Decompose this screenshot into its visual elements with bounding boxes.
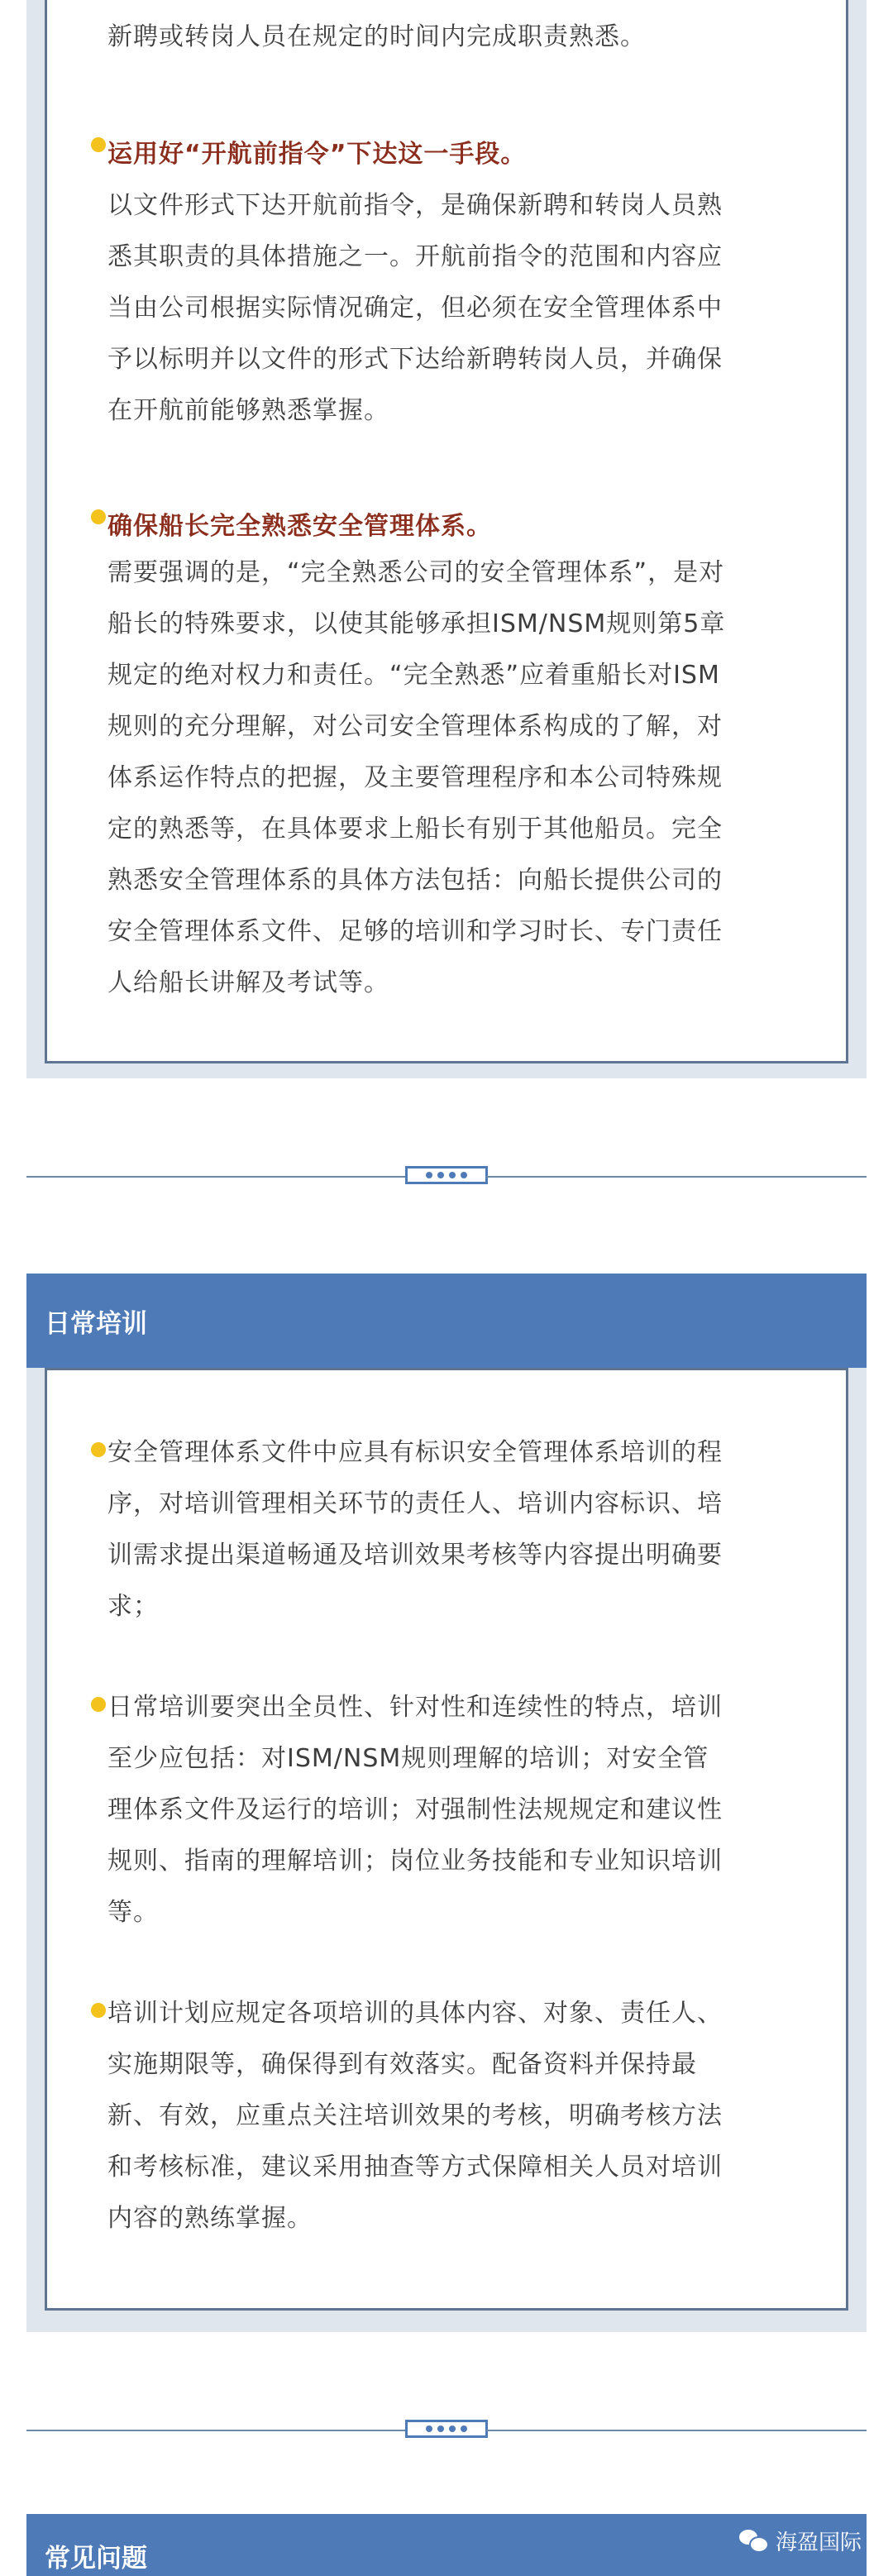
item-headline: 运用好“开航前指令”下达这一手段。 — [107, 140, 527, 169]
item-line: 等。 — [107, 1898, 159, 1927]
item-line: 定的熟悉等，在具体要求上船长有别于其他船员。完全 — [107, 815, 723, 844]
section-title-text: 日常培训 — [45, 1308, 147, 1339]
item-line: 求； — [107, 1592, 159, 1621]
item-line: 悉其职责的具体措施之一。开航前指令的范围和内容应 — [107, 242, 723, 271]
item-line: 体系运作特点的把握，及主要管理程序和本公司特殊规 — [107, 763, 723, 792]
item-headline: 确保船长完全熟悉安全管理体系。 — [107, 512, 492, 541]
item-line: 实施期限等，确保得到有效落实。配备资料并保持最 — [107, 2050, 697, 2079]
item-line: 训需求提出渠道畅通及培训效果考核等内容提出明确要 — [107, 1541, 723, 1570]
item-line: 培训计划应规定各项培训的具体内容、对象、责任人、 — [107, 1999, 723, 2028]
item-line: 规则的充分理解，对公司安全管理体系构成的了解，对 — [107, 712, 723, 741]
item-line: 人给船长讲解及考试等。 — [107, 968, 389, 997]
bullet-icon — [91, 2003, 106, 2018]
divider-ornament-icon — [405, 2420, 488, 2438]
item-line: 在开航前能够熟悉掌握。 — [107, 396, 389, 425]
item-line: 熟悉安全管理体系的具体方法包括：向船长提供公司的 — [107, 866, 723, 895]
section-title-text: 常见问题 — [45, 2544, 147, 2574]
bullet-icon — [91, 137, 106, 152]
item-line: 予以标明并以文件的形式下达给新聘转岗人员，并确保 — [107, 345, 723, 374]
item-line: 和考核标准，建议采用抽查等方式保障相关人员对培训 — [107, 2153, 723, 2182]
bullet-icon — [91, 509, 106, 524]
item-line: 规定的绝对权力和责任。“完全熟悉”应着重船长对ISM — [107, 661, 720, 690]
bullet-icon — [91, 1442, 106, 1457]
item-line: 内容的熟练掌握。 — [107, 2204, 313, 2233]
wechat-icon — [739, 2530, 767, 2553]
item-line: 新、有效，应重点关注培训效果的考核，明确考核方法 — [107, 2101, 723, 2130]
item-line: 当由公司根据实际情况确定，但必须在安全管理体系中 — [107, 294, 723, 323]
item-line: 日常培训要突出全员性、针对性和连续性的特点，培训 — [107, 1693, 723, 1722]
section-divider — [26, 1164, 867, 1189]
item-line: 安全管理体系文件、足够的培训和学习时长、专门责任 — [107, 917, 723, 946]
bullet-icon — [91, 1697, 106, 1712]
divider-ornament-icon — [405, 1166, 488, 1184]
item-line: 安全管理体系文件中应具有标识安全管理体系培训的程 — [107, 1438, 723, 1467]
item-line: 规则、指南的理解培训；岗位业务技能和专业知识培训 — [107, 1847, 723, 1876]
item-line: 船长的特殊要求，以使其能够承担ISM/NSM规则第5章 — [107, 609, 726, 638]
item-line: 理体系文件及运行的培训；对强制性法规规定和建议性 — [107, 1795, 723, 1824]
item-line: 需要强调的是，“完全熟悉公司的安全管理体系”，是对 — [107, 558, 725, 587]
item-line: 序，对培训管理相关环节的责任人、培训内容标识、培 — [107, 1489, 723, 1518]
item-line: 以文件形式下达开航前指令，是确保新聘和转岗人员熟 — [107, 191, 723, 220]
intro-line: 新聘或转岗人员在规定的时间内完成职责熟悉。 — [107, 22, 646, 51]
section-title-daily-training — [26, 1274, 867, 1368]
section-divider — [26, 2418, 867, 2443]
watermark — [739, 2526, 862, 2556]
watermark-text: 海盈国际 — [775, 2531, 862, 2555]
item-line: 至少应包括：对ISM/NSM规则理解的培训；对安全管 — [107, 1744, 709, 1773]
